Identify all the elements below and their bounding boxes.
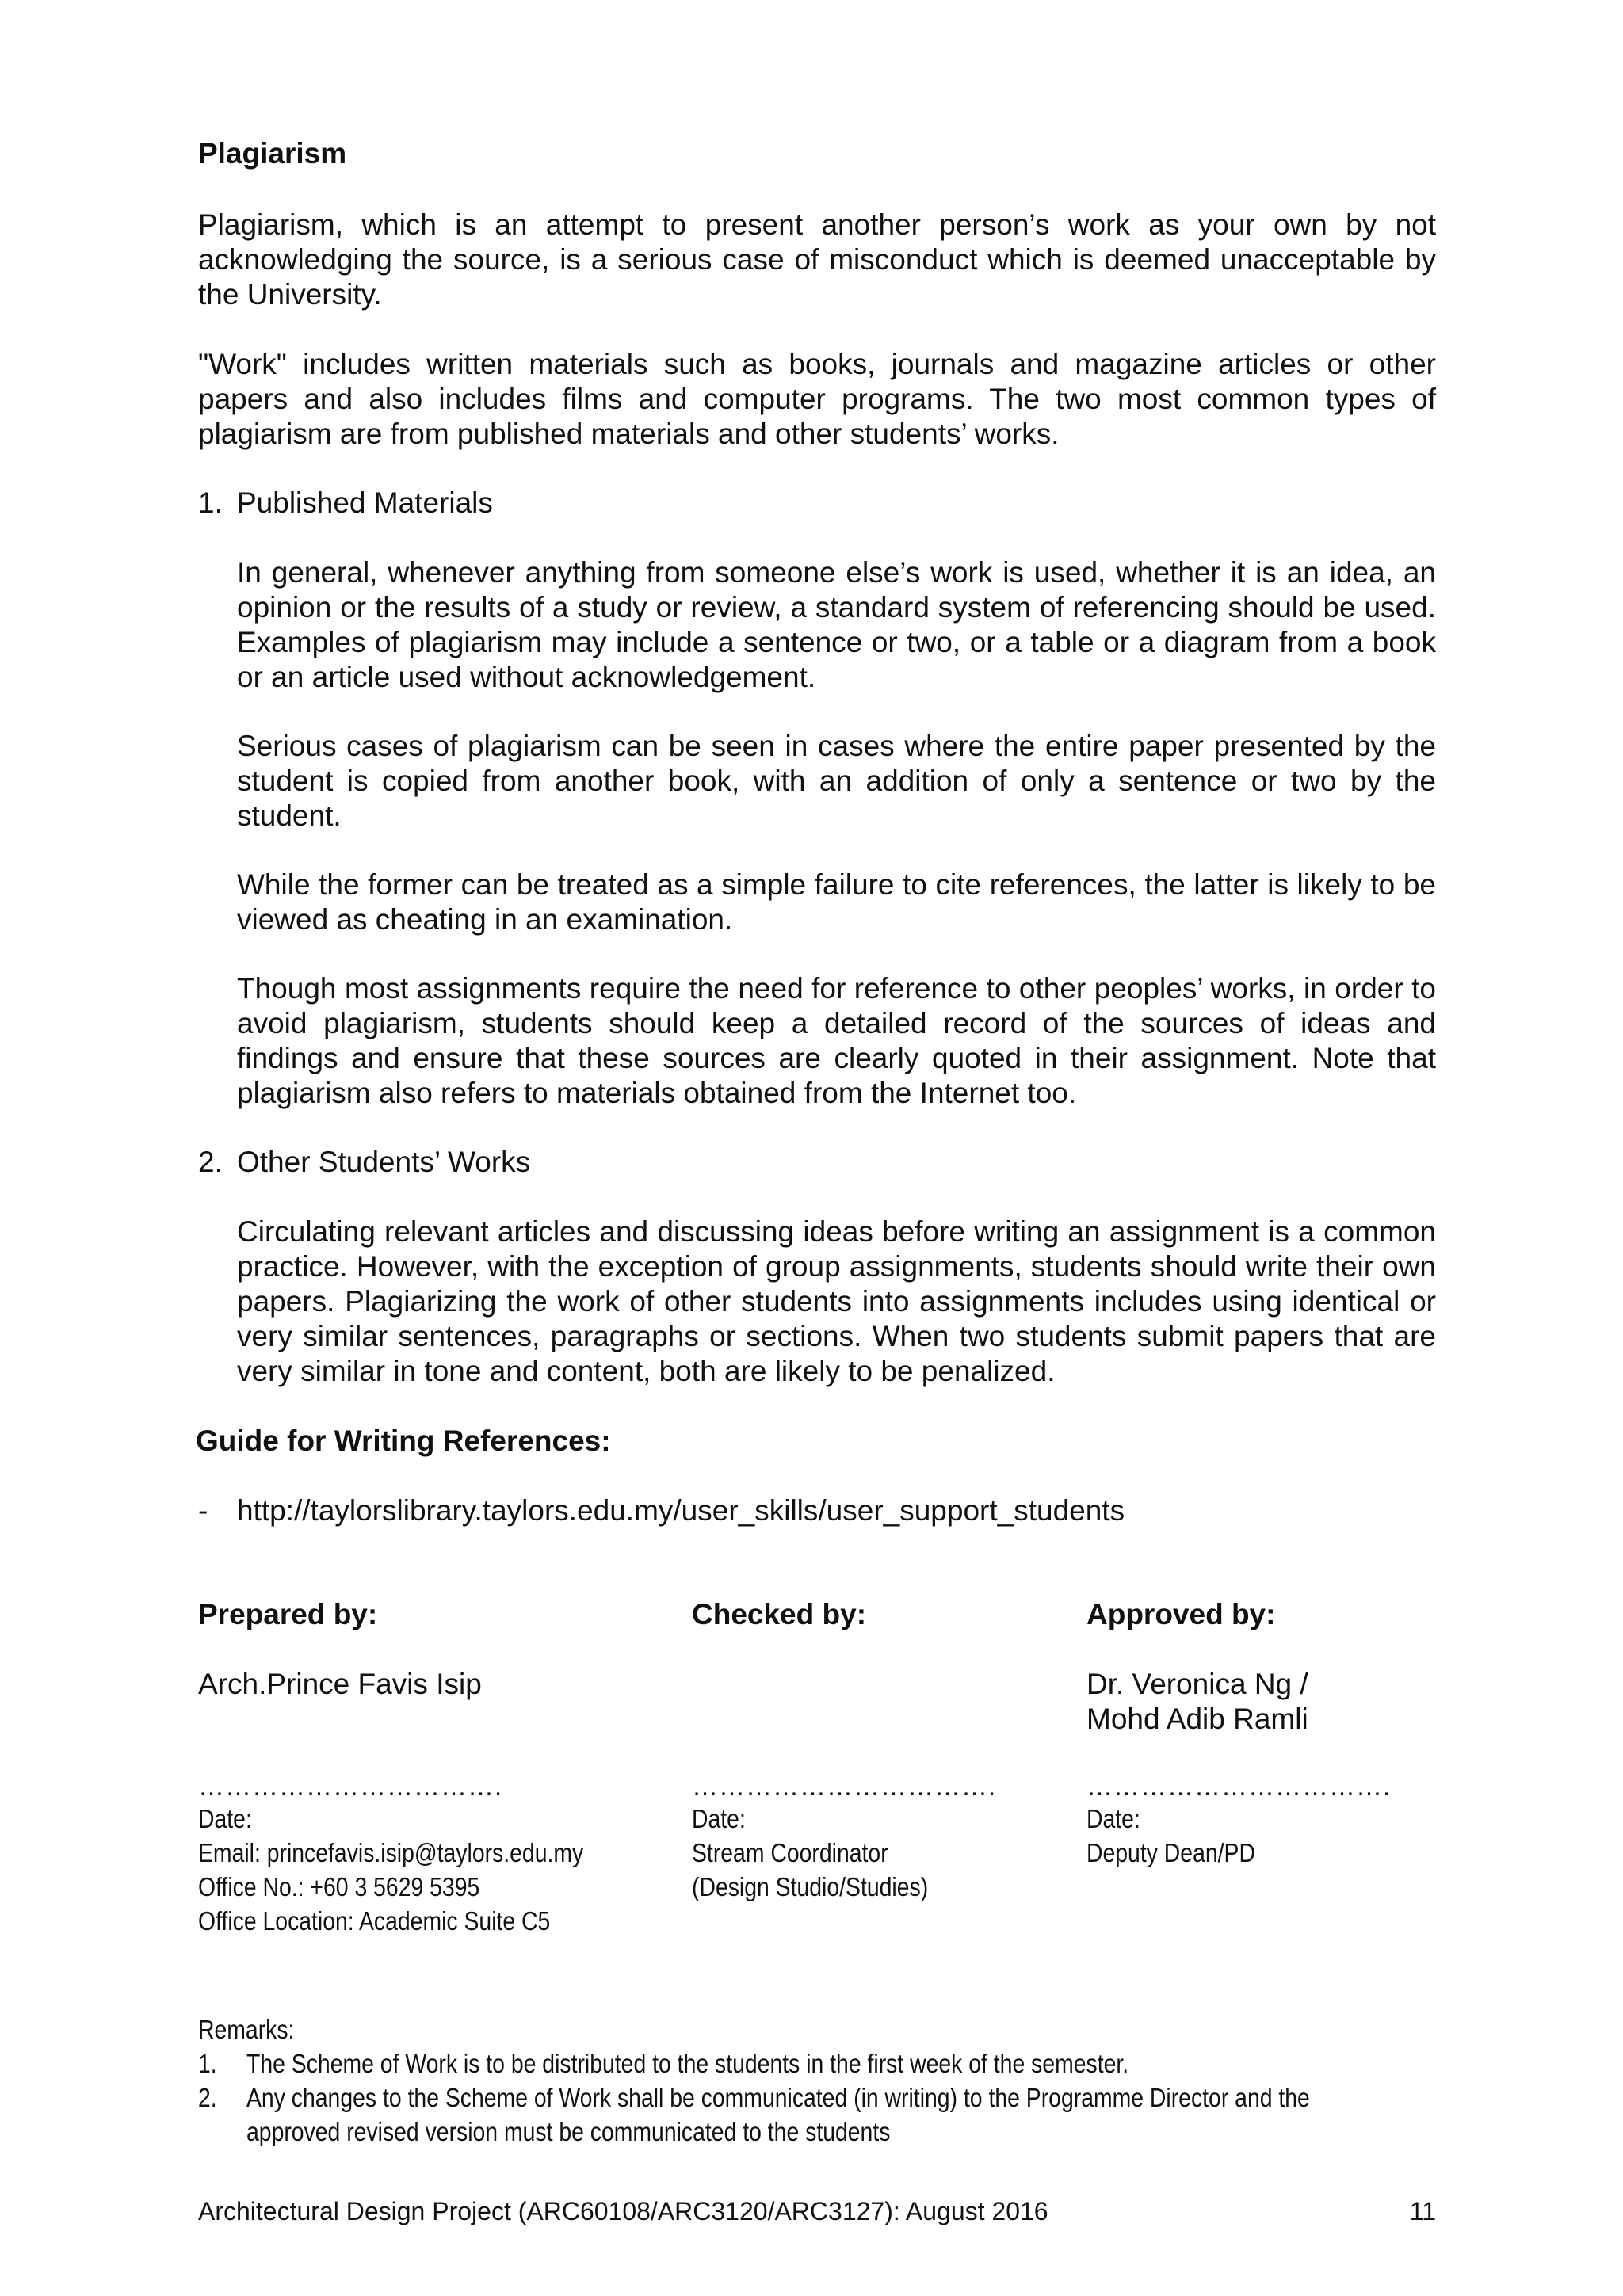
approved-by-name-line-2: Mohd Adib Ramli: [1086, 1703, 1308, 1735]
guide-title: Guide for Writing References:: [196, 1425, 611, 1457]
list-title-other-students-works: Other Students’ Works: [237, 1146, 531, 1178]
prepared-email: Email: princefavis.isip@taylors.edu.my: [198, 1838, 584, 1867]
list-number-1: 1.: [198, 486, 223, 519]
checked-role-line-2: (Design Studio/Studies): [692, 1872, 929, 1901]
prepared-signature-line: …………………………….: [198, 1772, 503, 1801]
prepared-office-location: Office Location: Academic Suite C5: [198, 1906, 551, 1936]
checked-signature-line: …………………………….: [692, 1772, 997, 1801]
reference-guide-link[interactable]: http://taylorslibrary.taylors.edu.my/user_skills/user_support_students: [237, 1494, 1125, 1527]
page-number: 11: [1409, 2197, 1436, 2225]
list-title-published-materials: Published Materials: [237, 486, 493, 519]
intro-paragraph-2: "Work" includes written materials such as books, journals and magazine articles or other papers and also includes films and computer programs. The two most common types of plagiarism are from published materials and other students’ works.: [198, 348, 1436, 450]
approved-signature-line: …………………………….: [1086, 1772, 1392, 1801]
section-title: Plagiarism: [198, 137, 347, 170]
prepared-by-label: Prepared by:: [198, 1598, 378, 1630]
prepared-date-label: Date:: [198, 1804, 252, 1833]
published-paragraph-3: While the former can be treated as a simple failure to cite references, the latter is likely to be viewed as cheating in an examination.: [237, 868, 1436, 936]
checked-date-label: Date:: [692, 1804, 746, 1833]
approved-by-label: Approved by:: [1086, 1598, 1276, 1630]
prepared-office-number: Office No.: +60 3 5629 5395: [198, 1872, 480, 1901]
prepared-by-name: Arch.Prince Favis Isip: [198, 1668, 482, 1700]
remark-number-2: 2.: [198, 2083, 217, 2112]
footer-course: Architectural Design Project (ARC60108/ARC3120/ARC3127): August 2016: [198, 2197, 1048, 2225]
guide-bullet: -: [198, 1494, 208, 1527]
list-number-2: 2.: [198, 1146, 223, 1178]
published-paragraph-2: Serious cases of plagiarism can be seen in cases where the entire paper presented by the student is copied from another book, with an addition of only a sentence or two by the student.: [237, 730, 1436, 832]
approved-role: Deputy Dean/PD: [1086, 1838, 1255, 1867]
approved-by-name-line-1: Dr. Veronica Ng /: [1086, 1668, 1308, 1700]
approved-date-label: Date:: [1086, 1804, 1140, 1833]
checked-role-line-1: Stream Coordinator: [692, 1838, 888, 1867]
published-paragraph-4: Though most assignments require the need for reference to other peoples’ works, in order to avoid plagiarism, students should keep a detailed record of the sources of ideas and findings and ensure that these sources are clearly quoted in their assignment. Note that plagiarism also refers to materials obtained from the Internet too.: [237, 972, 1436, 1109]
remark-text-2-line-2: approved revised version must be communicated to the students: [246, 2117, 891, 2146]
remark-number-1: 1.: [198, 2049, 217, 2078]
remark-text-2-line-1: Any changes to the Scheme of Work shall be communicated (in writing) to the Programme Director and the: [246, 2083, 1310, 2112]
remarks-title: Remarks:: [198, 2015, 295, 2044]
intro-paragraph-1: Plagiarism, which is an attempt to present another person’s work as your own by not acknowledging the source, is a serious case of misconduct which is deemed unacceptable by the University.: [198, 208, 1436, 311]
other-students-paragraph: Circulating relevant articles and discussing ideas before writing an assignment is a common practice. However, with the exception of group assignments, students should write their own papers. Plagiarizing the work of other students into assignments includes using identical or very similar sentences, paragraphs or sections. When two students submit papers that are very similar in tone and content, both are likely to be penalized.: [237, 1215, 1436, 1387]
published-paragraph-1: In general, whenever anything from someone else’s work is used, whether it is an idea, an opinion or the results of a study or review, a standard system of referencing should be used. Examples of plagiarism may include a sentence or two, or a table or a diagram from a book or an article used without acknowledgement.: [237, 556, 1436, 693]
checked-by-label: Checked by:: [692, 1598, 867, 1630]
remark-text-1: The Scheme of Work is to be distributed to the students in the first week of the semester.: [246, 2049, 1129, 2078]
